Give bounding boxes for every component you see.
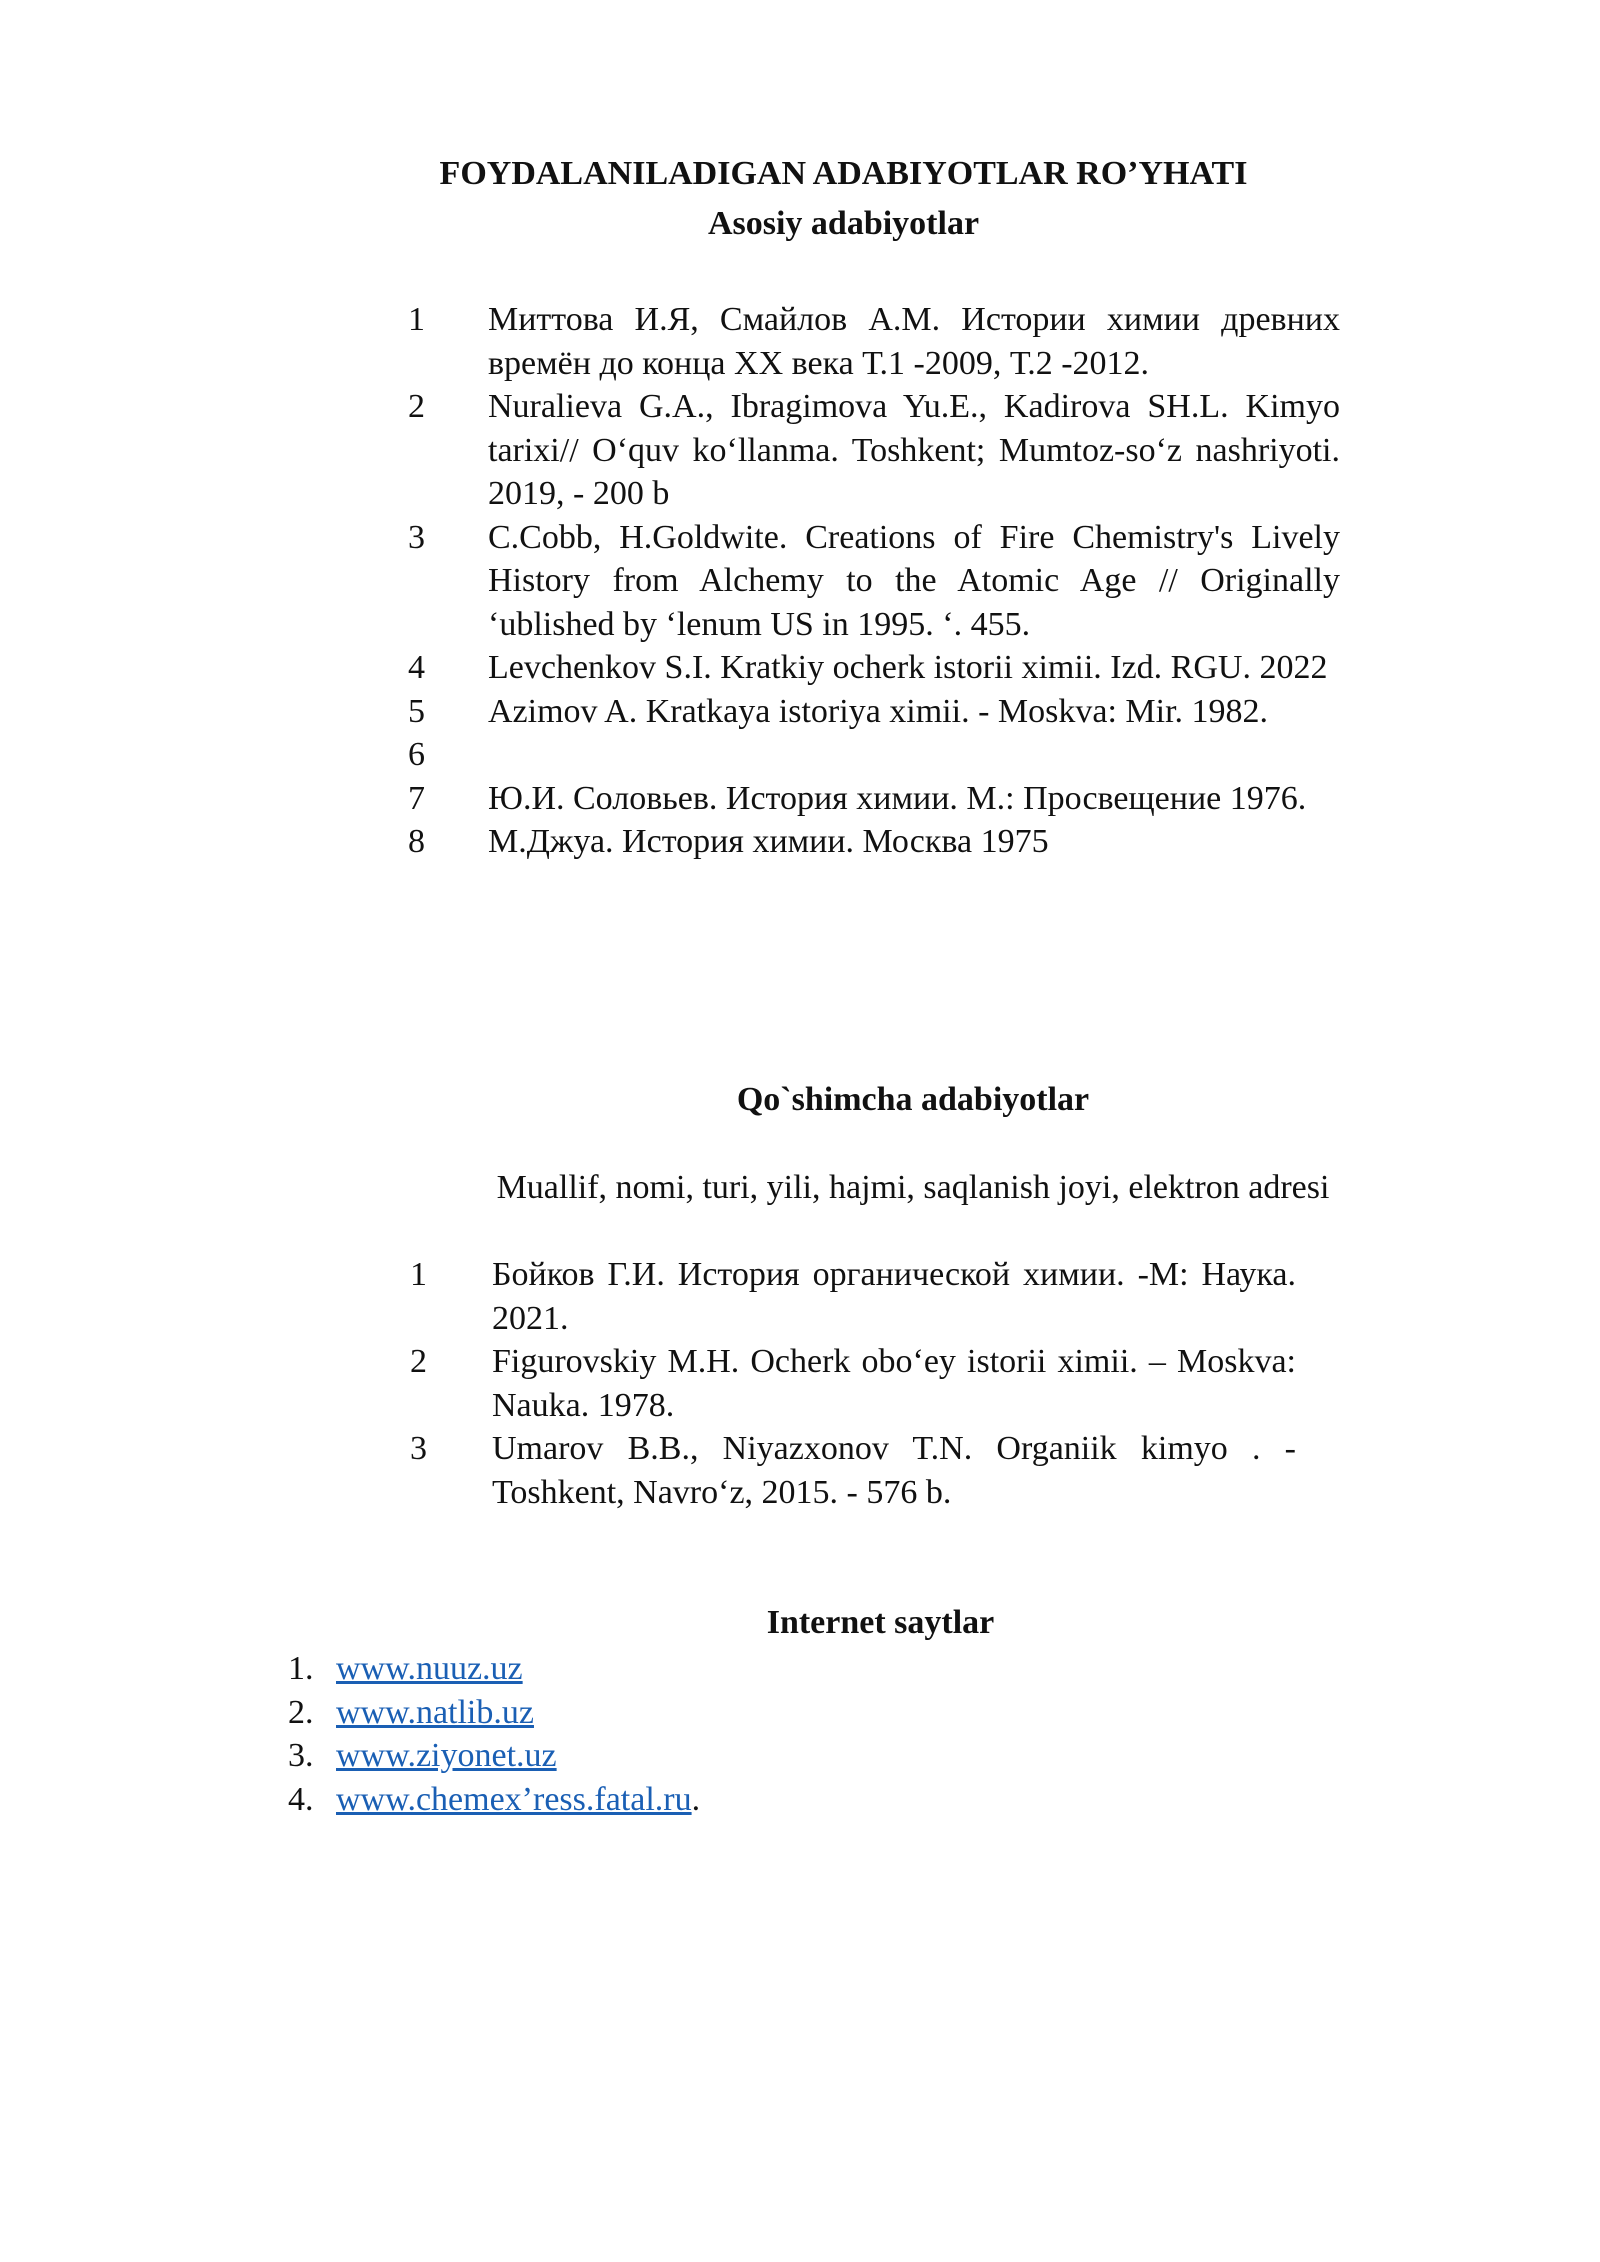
reference-text: Levchenkov S.I. Kratkiy ocherk istorii ximii. Izd. RGU. 2022 — [488, 649, 1328, 686]
reference-item — [408, 777, 1340, 821]
additional-references-list — [410, 1253, 1296, 1514]
site-link-chemexpress[interactable]: www.chemex’ress.fatal.ru — [336, 1780, 692, 1818]
reference-item — [410, 1253, 1296, 1340]
main-references-list — [408, 298, 1340, 864]
reference-number: 2 — [408, 388, 425, 425]
reference-item — [408, 646, 1340, 690]
reference-number: 3 — [408, 518, 425, 556]
internet-site-item — [288, 1778, 700, 1822]
reference-item — [408, 733, 1340, 777]
site-link-ziyonet[interactable]: www.ziyonet.uz — [336, 1737, 557, 1774]
reference-text: Ю.И. Соловьев. История химии. М.: Просвещение 1976. — [488, 779, 1307, 817]
site-number: 1. — [288, 1650, 314, 1687]
site-link-nuuz[interactable]: www.nuuz.uz — [336, 1650, 523, 1687]
reference-number: 8 — [408, 823, 425, 860]
reference-item — [408, 298, 1340, 385]
reference-text: Nuralieva G.A., Ibragimova Yu.E., Kadirova SH.L. Kimyo tarixi// O‘quv ko‘llanma. Toshkent; Mumtoz-so‘z nashriyoti. 2019, - 200 b — [488, 388, 1340, 512]
reference-text: М.Джуа. История химии. Москва 1975 — [488, 823, 1049, 860]
reference-number: 5 — [408, 692, 425, 730]
reference-text: Azimov A. Kratkaya istoriya ximii. - Moskva: Mir. 1982. — [488, 692, 1269, 730]
internet-site-item — [288, 1691, 700, 1735]
site-number: 2. — [288, 1693, 314, 1731]
reference-item — [408, 690, 1340, 734]
internet-site-item — [288, 1734, 700, 1778]
reference-text: Бойков Г.И. История органической химии. -М: Наука. 2021. — [492, 1256, 1296, 1337]
reference-text: Umarov B.B., Niyazxonov T.N. Organiik kimyo . - Toshkent, Navro‘z, 2015. - 576 b. — [492, 1430, 1296, 1511]
reference-text: Миттова И.Я, Смайлов А.М. Истории химии древних времён до конца XX века Т.1 -2009, Т.2 -2012. — [488, 301, 1340, 382]
reference-item — [410, 1427, 1296, 1514]
reference-number: 1 — [410, 1256, 427, 1293]
reference-number: 7 — [408, 779, 425, 817]
reference-number: 3 — [410, 1430, 427, 1467]
additional-table-header: Muallif, nomi, turi, yili, hajmi, saqlanish joyi, elektron adresi — [496, 1169, 1330, 1206]
reference-item — [410, 1340, 1296, 1427]
reference-item — [408, 516, 1340, 647]
internet-sites-list — [288, 1647, 700, 1821]
site-number: 3. — [288, 1737, 314, 1774]
reference-item — [408, 385, 1340, 516]
internet-sites-heading: Internet saytlar — [766, 1604, 995, 1641]
internet-site-item — [288, 1647, 700, 1691]
additional-literature-heading: Qo`shimcha adabiyotlar — [736, 1081, 1090, 1118]
main-literature-heading: Asosiy adabiyotlar — [707, 205, 980, 242]
reference-item — [408, 820, 1340, 864]
reference-text: Figurovskiy M.H. Ocherk obo‘ey istorii ximii. – Moskva: Nauka. 1978. — [492, 1343, 1296, 1424]
reference-number: 4 — [408, 649, 425, 686]
site-number: 4. — [288, 1780, 314, 1818]
reference-number: 2 — [410, 1343, 427, 1380]
page-title: FOYDALANILADIGAN ADABIYOTLAR RO’YHATI — [439, 155, 1248, 192]
reference-text: C.Cobb, H.Goldwite. Creations of Fire Chemistry's Lively History from Alchemy to the Atomic Age // Originally ‘ublished by ‘lenum US in 1995. ‘. 455. — [488, 518, 1340, 643]
reference-number: 1 — [408, 301, 425, 338]
site-suffix: . — [691, 1780, 701, 1818]
site-link-natlib[interactable]: www.natlib.uz — [336, 1693, 534, 1731]
reference-number: 6 — [408, 736, 425, 773]
